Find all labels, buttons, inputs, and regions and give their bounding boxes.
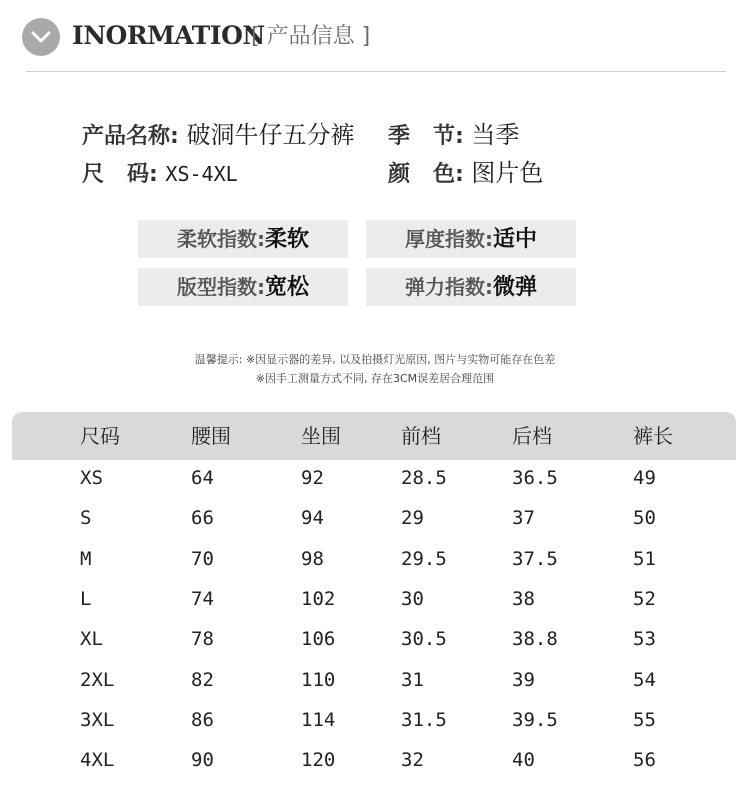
product-name-row <box>82 118 354 152</box>
table-cell-waist: 82 <box>191 668 214 691</box>
table-cell-waist: 66 <box>191 507 214 530</box>
column-header-size: 尺码 <box>80 424 120 448</box>
table-cell-size: 4XL <box>80 749 115 772</box>
table-cell-back-rise: 40 <box>512 749 535 772</box>
chevron-down-icon <box>22 18 60 56</box>
size-value: XS-4XL <box>165 162 238 186</box>
table-cell-length: 51 <box>633 547 656 570</box>
column-header-front-rise: 前档 <box>401 424 441 448</box>
table-cell-length: 52 <box>633 587 656 610</box>
fit-index <box>138 268 348 306</box>
table-cell-hip: 114 <box>301 708 336 731</box>
column-header-waist: 腰围 <box>191 424 231 448</box>
header-divider <box>26 71 726 72</box>
column-header-back-rise: 后档 <box>512 424 552 448</box>
elasticity-index-label: 弹力指数: <box>404 275 493 299</box>
table-cell-hip: 120 <box>301 749 336 772</box>
color-value: 图片色 <box>471 159 544 187</box>
table-cell-length: 50 <box>633 507 656 530</box>
header-title-en: INORMATION <box>72 21 265 50</box>
elasticity-index-value: 微弹 <box>492 275 537 300</box>
table-cell-back-rise: 39.5 <box>512 708 558 731</box>
header-title-cn: [ 产品信息 ] <box>251 24 371 49</box>
thickness-index-value: 适中 <box>492 227 537 252</box>
product-name-label: 产品名称: <box>82 124 179 149</box>
table-cell-hip: 94 <box>301 507 324 530</box>
table-cell-size: 2XL <box>80 668 115 691</box>
table-cell-hip: 106 <box>301 628 336 651</box>
table-cell-back-rise: 37 <box>512 507 535 530</box>
table-cell-hip: 92 <box>301 467 324 489</box>
table-cell-length: 55 <box>633 708 656 731</box>
table-cell-size: M <box>80 547 92 570</box>
table-cell-back-rise: 38.8 <box>512 628 558 651</box>
table-cell-size: XL <box>80 628 103 651</box>
table-cell-hip: 102 <box>301 587 336 610</box>
table-cell-size: XS <box>80 467 103 489</box>
product-name-value: 破洞牛仔五分裤 <box>186 121 355 149</box>
softness-index <box>138 220 348 258</box>
size-row <box>82 156 238 190</box>
table-cell-size: S <box>80 507 92 530</box>
table-cell-front-rise: 28.5 <box>401 467 447 489</box>
fit-index-value: 宽松 <box>264 275 309 300</box>
table-cell-waist: 74 <box>191 587 214 610</box>
table-cell-back-rise: 36.5 <box>512 467 558 489</box>
table-cell-hip: 110 <box>301 668 336 691</box>
thickness-index-label: 厚度指数: <box>404 227 493 251</box>
table-cell-size: 3XL <box>80 708 115 731</box>
info-header <box>0 0 750 74</box>
table-cell-waist: 86 <box>191 708 214 731</box>
season-label: 季 节: <box>388 124 464 149</box>
table-cell-front-rise: 29 <box>401 507 424 530</box>
table-cell-waist: 78 <box>191 628 214 651</box>
table-cell-waist: 90 <box>191 749 214 772</box>
table-cell-length: 54 <box>633 668 656 691</box>
softness-index-value: 柔软 <box>264 227 309 252</box>
table-cell-back-rise: 38 <box>512 587 535 610</box>
fit-index-label: 版型指数: <box>176 275 265 299</box>
tip-line-1: 温馨提示: ※因显示器的差异, 以及拍摄灯光原因, 图片与实物可能存在色差 <box>194 353 556 366</box>
table-cell-front-rise: 31 <box>401 668 424 691</box>
season-value: 当季 <box>471 121 520 149</box>
table-cell-front-rise: 30.5 <box>401 628 447 651</box>
softness-index-label: 柔软指数: <box>176 227 265 251</box>
table-cell-hip: 98 <box>301 547 324 570</box>
tip-line-2: ※因手工测量方式不同, 存在3CM误差居合理范围 <box>255 372 495 385</box>
table-header <box>12 412 736 460</box>
table-cell-back-rise: 37.5 <box>512 547 558 570</box>
table-cell-length: 49 <box>633 467 656 489</box>
table-cell-back-rise: 39 <box>512 668 535 691</box>
thickness-index <box>366 220 576 258</box>
table-cell-front-rise: 30 <box>401 587 424 610</box>
table-cell-front-rise: 29.5 <box>401 547 447 570</box>
column-header-length: 裤长 <box>633 424 673 448</box>
table-cell-front-rise: 32 <box>401 749 424 772</box>
color-label: 颜 色: <box>388 162 464 187</box>
table-cell-waist: 70 <box>191 547 214 570</box>
table-cell-length: 53 <box>633 628 656 651</box>
table-cell-length: 56 <box>633 749 656 772</box>
color-row <box>388 156 543 190</box>
column-header-hip: 坐围 <box>301 424 341 448</box>
table-cell-waist: 64 <box>191 467 214 489</box>
table-cell-front-rise: 31.5 <box>401 708 447 731</box>
size-label: 尺 码: <box>82 162 158 187</box>
table-cell-size: L <box>80 587 92 610</box>
elasticity-index <box>366 268 576 306</box>
season-row <box>388 118 519 152</box>
